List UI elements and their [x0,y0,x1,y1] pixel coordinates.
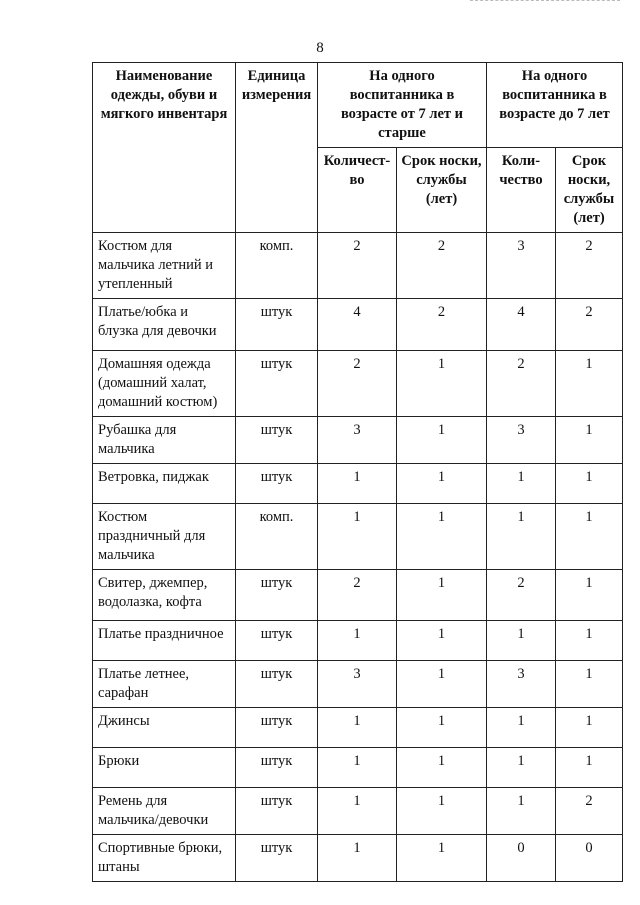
row-unit: штук [236,351,318,417]
row-qty-older: 4 [318,299,397,351]
row-qty-younger: 1 [487,464,556,504]
row-unit: штук [236,748,318,788]
row-term-older: 1 [397,661,487,708]
row-term-younger: 1 [556,708,623,748]
row-qty-younger: 2 [487,570,556,621]
row-qty-younger: 3 [487,233,556,299]
row-unit: штук [236,835,318,882]
row-item-name: Джинсы [93,708,236,748]
row-term-older: 1 [397,417,487,464]
row-unit: штук [236,661,318,708]
row-item-name: Рубашка для мальчика [93,417,236,464]
row-qty-younger: 3 [487,417,556,464]
header-item: Наименование одежды, обуви и мягкого инвентаря [93,63,236,233]
row-term-younger: 1 [556,351,623,417]
table-row [93,621,623,661]
row-term-older: 1 [397,788,487,835]
row-term-younger: 2 [556,233,623,299]
row-unit: комп. [236,504,318,570]
table-row [93,570,623,621]
row-term-older: 2 [397,233,487,299]
row-unit: комп. [236,233,318,299]
row-unit: штук [236,299,318,351]
row-qty-younger: 1 [487,748,556,788]
row-term-older: 2 [397,299,487,351]
table-row [93,835,623,882]
row-term-older: 1 [397,351,487,417]
row-qty-older: 2 [318,351,397,417]
row-term-younger: 1 [556,621,623,661]
row-term-older: 1 [397,570,487,621]
row-term-younger: 1 [556,504,623,570]
row-term-younger: 1 [556,748,623,788]
row-unit: штук [236,570,318,621]
table-row [93,351,623,417]
row-qty-older: 1 [318,621,397,661]
row-qty-older: 3 [318,661,397,708]
scan-edge-marks [470,0,620,4]
row-item-name: Ремень для мальчика/девочки [93,788,236,835]
header-group-older: На одного воспитанника в возрасте от 7 лет и старше [318,63,487,148]
row-qty-younger: 4 [487,299,556,351]
row-term-older: 1 [397,504,487,570]
row-item-name: Платье праздничное [93,621,236,661]
row-term-younger: 0 [556,835,623,882]
row-unit: штук [236,708,318,748]
row-term-older: 1 [397,621,487,661]
row-qty-older: 2 [318,570,397,621]
row-item-name: Костюм праздничный для мальчика [93,504,236,570]
header-term-younger: Срок носки, службы (лет) [556,148,623,233]
table-row [93,708,623,748]
table-row [93,417,623,464]
row-unit: штук [236,788,318,835]
row-item-name: Брюки [93,748,236,788]
table-row [93,233,623,299]
row-qty-older: 3 [318,417,397,464]
row-term-older: 1 [397,708,487,748]
row-item-name: Платье летнее, сарафан [93,661,236,708]
header-qty-older: Количест-во [318,148,397,233]
row-item-name: Ветровка, пиджак [93,464,236,504]
row-qty-younger: 2 [487,351,556,417]
row-qty-younger: 3 [487,661,556,708]
page-number: 8 [316,40,324,56]
row-qty-younger: 1 [487,708,556,748]
row-qty-younger: 0 [487,835,556,882]
row-qty-younger: 1 [487,788,556,835]
header-group-younger: На одного воспитанника в возрасте до 7 лет [487,63,623,148]
row-term-younger: 1 [556,464,623,504]
row-qty-younger: 1 [487,621,556,661]
clothing-norms-table [92,62,623,882]
row-term-younger: 2 [556,299,623,351]
header-unit: Единица измерения [236,63,318,233]
row-unit: штук [236,417,318,464]
row-qty-older: 1 [318,464,397,504]
row-qty-older: 1 [318,835,397,882]
row-qty-older: 1 [318,504,397,570]
row-item-name: Платье/юбка и блузка для девочки [93,299,236,351]
row-item-name: Спортивные брюки, штаны [93,835,236,882]
row-unit: штук [236,621,318,661]
table-row [93,788,623,835]
row-term-younger: 1 [556,417,623,464]
row-qty-older: 1 [318,788,397,835]
header-term-older: Срок носки, службы (лет) [397,148,487,233]
row-item-name: Костюм для мальчика летний и утепленный [93,233,236,299]
row-qty-older: 1 [318,708,397,748]
row-term-older: 1 [397,748,487,788]
table-row [93,661,623,708]
row-item-name: Домашняя одежда (домашний халат, домашний костюм) [93,351,236,417]
table-row [93,748,623,788]
table-row [93,464,623,504]
row-unit: штук [236,464,318,504]
row-term-younger: 1 [556,570,623,621]
row-term-older: 1 [397,835,487,882]
row-term-older: 1 [397,464,487,504]
row-term-younger: 2 [556,788,623,835]
row-item-name: Свитер, джемпер, водолазка, кофта [93,570,236,621]
table-row [93,299,623,351]
row-qty-older: 1 [318,748,397,788]
row-qty-younger: 1 [487,504,556,570]
table-row [93,504,623,570]
row-term-younger: 1 [556,661,623,708]
header-qty-younger: Коли-чество [487,148,556,233]
row-qty-older: 2 [318,233,397,299]
